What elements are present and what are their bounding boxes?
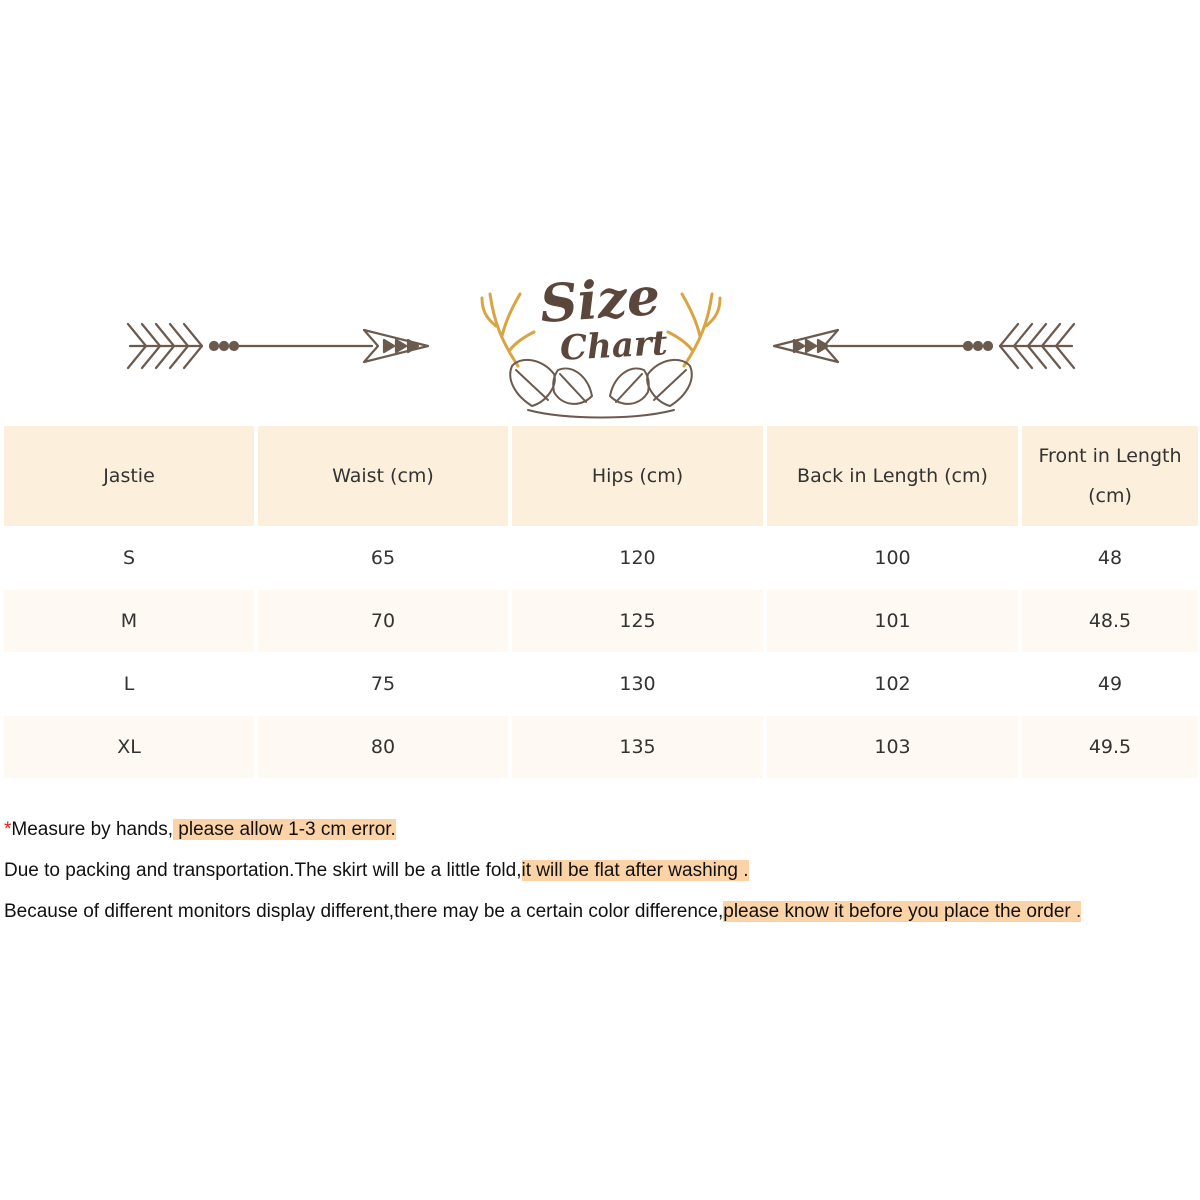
table-row (4, 653, 1198, 715)
table-cell: 49.5 (1022, 716, 1198, 778)
table-cell: 65 (370, 547, 396, 569)
table-row (4, 590, 1198, 652)
table-cell: 80 (258, 716, 508, 778)
table-cell: 130 (619, 673, 656, 695)
table-cell: M (4, 590, 254, 652)
note-text: Because of different monitors display different,there may be a certain color difference, (4, 901, 724, 922)
column-header: Jastie (4, 426, 254, 526)
size-chart-emblem (476, 265, 726, 420)
table-cell: XL (4, 716, 254, 778)
table-cell: 70 (258, 590, 508, 652)
note-highlight: it will be flat after washing . (521, 860, 749, 881)
table-cell: 48 (1097, 547, 1123, 569)
note-asterisk: * (4, 819, 12, 840)
column-header: Back in Length (cm) (767, 426, 1018, 526)
arrow-left-icon (770, 318, 1080, 374)
table-cell: 101 (767, 590, 1018, 652)
note-highlight: please allow 1-3 cm error. (173, 819, 396, 840)
size-table (4, 426, 1198, 778)
table-row (4, 527, 1198, 589)
table-cell: 49 (1097, 673, 1123, 695)
note-packing (4, 857, 1194, 885)
table-cell: S (122, 547, 136, 569)
column-header: Hips (cm) (512, 426, 763, 526)
table-cell: 75 (370, 673, 396, 695)
table-cell: 120 (619, 547, 656, 569)
emblem-title-chart: Chart (559, 323, 669, 369)
table-cell: 48.5 (1022, 590, 1198, 652)
table-row (4, 716, 1198, 778)
table-cell: 100 (874, 547, 911, 569)
table-cell: 103 (767, 716, 1018, 778)
table-cell: 102 (874, 673, 911, 695)
emblem-title-size: Size (538, 265, 662, 336)
table-cell: 125 (512, 590, 763, 652)
column-header: Front in Length (cm) (1022, 426, 1198, 526)
table-cell: 135 (512, 716, 763, 778)
note-text: Measure by hands, (11, 819, 173, 840)
note-measurement (4, 816, 1194, 844)
table-header-row (4, 426, 1198, 526)
feather-icon (510, 360, 692, 418)
column-header: Waist (cm) (258, 426, 508, 526)
note-highlight: please know it before you place the order . (723, 901, 1082, 922)
table-cell: L (123, 673, 135, 695)
note-text: Due to packing and transportation.The skirt will be a little fold, (4, 860, 522, 881)
note-monitor-color (4, 898, 1194, 926)
arrow-right-icon (122, 318, 432, 374)
notes-block (4, 816, 1194, 939)
